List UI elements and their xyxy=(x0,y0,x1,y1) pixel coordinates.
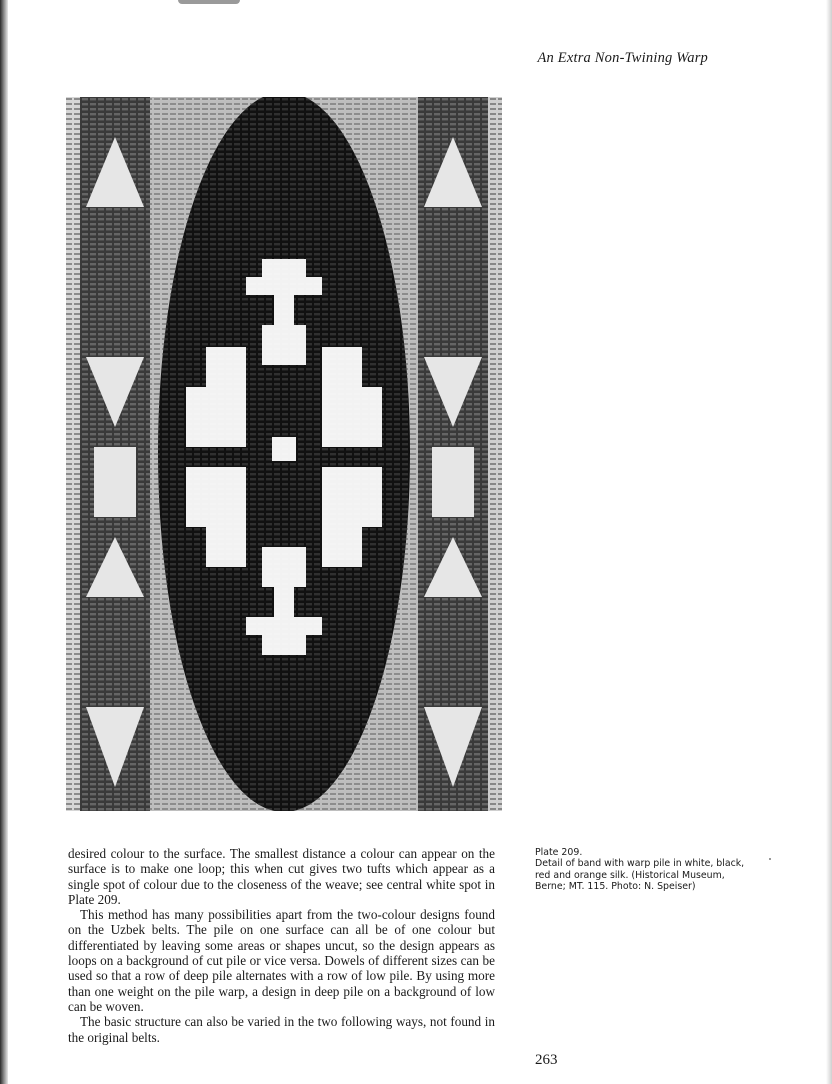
body-paragraph: This method has many possibilities apart from the two-colour designs found on the Uzbek belts. The pile on one surface can all be of one colour but differentiated by leaving some areas or shapes uncut, so the design appears as loops on a background of cut pile or vice versa. Dowels of different sizes can be used so that a row of deep pile alternates with a row of low pile. By using more than one weight on the pile warp, a design in deep pile on a background of low can be woven. xyxy=(68,907,495,1014)
body-paragraph: The basic structure can also be varied in the two following ways, not found in the original belts. xyxy=(68,1014,495,1045)
body-text xyxy=(68,846,495,1045)
body-paragraph: desired colour to the surface. The smallest distance a colour can appear on the surface is to make one loop; this when cut gives two tufts which appear as a single spot of colour due to the closeness of the weave; see central white spot in Plate 209. xyxy=(68,846,495,907)
scan-speck xyxy=(769,858,771,860)
plate-caption xyxy=(535,847,745,893)
scan-smudge xyxy=(178,0,240,4)
plate-photograph xyxy=(66,97,502,811)
scan-shadow-right xyxy=(826,0,832,1084)
plate-label: Plate 209. xyxy=(535,847,583,858)
running-head: An Extra Non-Twining Warp xyxy=(537,50,708,66)
scan-shadow-left xyxy=(0,0,8,1084)
plate-caption-text: Detail of band with warp pile in white, black, red and orange silk. (Historical Museum, Berne; MT. 115. Photo: N. Speiser) xyxy=(535,858,745,893)
page-number: 263 xyxy=(535,1052,558,1068)
